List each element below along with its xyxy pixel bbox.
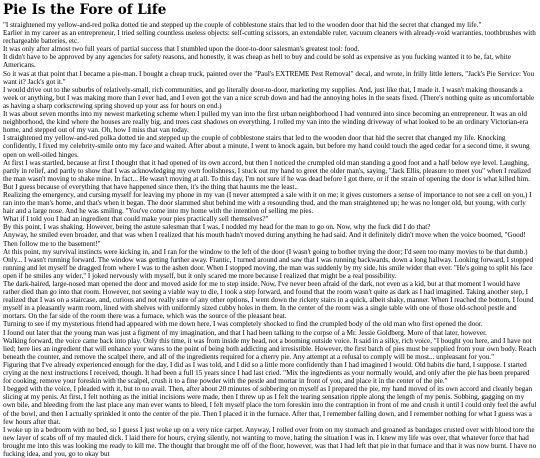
paragraph: So it was at that point that I became a pie-man. I bought a cheap truck, painted over the "Paul's EXTREME Pest Removal" decal, and wrote, in frilly little letters, "Jack's Pie Service: You want it? Jack's got it." xyxy=(3,69,535,86)
paragraph: By this point, I was shaking. However, being the astute salesman that I was, I nodded my head for the man to go on. Now, why the fuck did I do that? xyxy=(3,223,431,232)
paragraph: Walking forward, the voice came back into play. Only this time, it was from inside my head, not a booming outside voice. It said in a silky, rich voice, "I bought you here, and I have not lied; here lies an ingredient that will enhance your wares to the point of being both addicting and irresistible. However, the first batch of pies must be supplied from your own body. Reach beneath the counter, and remove the scalpel there, and all of the ingredients required for a cherry pie. Any attempt at a refusal to comply will be most... unpleasant for you." xyxy=(3,336,537,361)
paragraph: I straightened my yellow-and-red polka dotted tie and stepped up the couple of cobblestone stairs that led to the wooden door that hid the secret that changed my life. Knocking confidently, I fixed my celebrity-smile onto my face and waited. After about a minute, I went to knock again, but before my hand could touch the aged cedar for a second time, it swung open on well-oiled hinges. xyxy=(3,134,530,159)
paragraph: I found out later that the young man was just a figment of my imagination, and that I had been talking to the corpse of a Mr. Jessie Goldberg. More of that later, however. xyxy=(3,328,487,337)
paragraph: Earlier in my career as an entrepreneur, I tried selling countless useless objects: self-cutting scissors, an extendable ruler, vacuum cleaners with already-void warranties, toothbrushes with rechargeable batteries, etc. xyxy=(3,29,536,46)
paragraph: It was about seven months into my newest marketing scheme when I pulled my van into the first urban neighborhood I had ventured into since becoming an entrepreneur. It was an old neighborhood, the kind where the houses are really big, and trees cast shadows on everything. I rolled my van into the winding driveway of what looked to be an ordinary Victorian-era home, and stepped out of my van. Oh, how I miss that van today. xyxy=(3,110,529,135)
paragraph: "I straightened my yellow-and-red polka dotted tie and stepped up the couple of cobblestone stairs that led to the wooden door that hid the secret that changed my life." xyxy=(3,21,482,29)
paragraph: Turning to see if my mysterious friend had appeared with me down here, I was completely shocked to find the crumpled body of the old man who first opened the door. xyxy=(3,320,483,329)
paragraph: At first I was startled, because at first I thought that it had opened of its own accord, but then I noticed the crumpled old man standing a good foot and a half below eye level. Laughing, partly in relief, and partly to show that I was acknowledging my own foolishness, I stuck out my hand to greet the older man's, saying, "Jack Ellis, pleasure to meet you" when I realized the man wasn't moving to shake mine. In fact... He wasn't moving at all. To this day, I'm not sure if he was dead before I got there, or if the strain of opening the door is what killed him. But I guess because of everything that have happened since then, it's the thing that haunts me the least.. xyxy=(3,158,531,191)
paragraph: At this point, my survival instincts were kicking in, and I ran for the window to the left of the door (I wasn't going to bother trying the door; I'd seen too many movies to be that dumb.) Only... I wasn't running forward. The window was getting further away. Frantic, I turned around and saw that I was running backwards, down a long hallway. Looking forward, I stopped running and let myself be dragged from where I was to the ashen door. When I stopped moving, the man was suddenly by my side, his smile wider than ever. "He's going to split his face open if he smiles any wider," I joked nervously with myself, but it only scared me more because I realized that might be a real possibility. xyxy=(3,247,534,280)
story-title: Pie Is the Fore of Life xyxy=(3,2,167,18)
paragraph: It didn't have to be approved by any agencies for safety reasons, and honestly, it was cheap as hell to buy and could be sold as expensive as you fucking wanted it to be, fat, white Americans. xyxy=(3,53,511,70)
paragraph: I begged with the voice, I pleaded with it, but to no avail. Then, after about 20 minutes of sobbering on myself as I prepared the pie, my hand moved of its own accord and cleanly began slicing at my penis. At first, I felt nothing as the initial incisions were made, then I threw up as I felt the tearing sensation ripple along the length of my penis. Sobbing, gagging on my own bile, and bleeding from the last place any man ever wants to bleed, I felt myself place the torn foreskin into the contraption in front of me and crush it until I could only feel the awful of the bowl, and then I actually sprinkled it onto the center of the pie. Then I placed it in the furnace. After that, I remember falling down, and I remember nothing for what I guess was a few hours after that. xyxy=(3,385,537,426)
paragraph: It was only after almost two full years of partial success that I stumbled upon the door-to-door salesman's greatest tool: food. xyxy=(3,45,360,54)
paragraph: I would drive out to the suburbs of relatively-small, rich communities, and go literally door-to-door, marketing my supplies. And, just like that, I made it. I wasn't making thousands a week or anything, but I was making more than I ever had, and I even got the van a nice scrub down and had the annoying holes in the seats fixed. (There's nothing quite as uncomfortable as having a sharp corkscrewing spring shoved up your ass for hours on end.) xyxy=(3,85,535,110)
paragraph: Anyway, he smiled even broader, and that was when I realized that his mouth hadn't moved during anything he had said. And it definitely didn't move when the voice boomed, "Good! Then follow me to the basement!" xyxy=(3,231,526,248)
paragraph: The dark-haired, large-nosed man opened the door and moved aside for me to step inside. Now, I've never been afraid of the dark, not even as a kid, but at that moment I would have rather died than go into that room. However, not seeing a viable way to die, I took a step forward, and found that the room wasn't quite as dark as I had imagined. Taking another step, I realized that I was on a staircase, and, curious and not really sure of any other options, I went down the rickety stairs in a quick, albeit shaky, manner. When I reached the bottom, I found myself in a pleasantly warm room, lined with shelves with uniformly sized cubby holes in them. In the center of the room was a single table with one of those old-school pestle and mortars. On the far side of the room there was a furnace, which was the source of the pleasant heat. xyxy=(3,280,534,321)
paragraph: I woke up in a bedroom with no bed, so I guess I just woke up on a very nice carpet. Anyway, I rolled over from on my stomach and groaned as bandages crusted over with blood tore the new layer of scabs off of my mauled dick. I laid there for hours, crying silently, not wanting to move, hating the situation I was in. I knew my life was over, that whatever force that had brought me into this was looking me ready to kill me. The thought that brought me off of the floor, however, was that I had left that pie in that furnace and that it was now burnt. I have no fucking idea, and you, go to okay but xyxy=(3,425,537,458)
paragraph: What if I told you I had an ingredient that could make your pies practically sell themselves?" xyxy=(3,215,269,224)
paragraph: Realizing the emergency, and cursing myself for leaving my phone in my van (I never attempted a sale with it on me; it gives customers a sense of importance to not see a cell on you,) I ran into the man's home, and that's when it began. The door slammed shut behind me with a resounding thud, and the man straightened up; he was no longer old, but young, with curly hair and a large nose. And he was smiling. "You've come into my home with the intention of selling me pies. xyxy=(3,190,532,216)
story-body xyxy=(3,21,537,458)
paragraph: Figuring that I've already experienced enough for the day, I did as I was told, and I did so a little more confidently than I had imagined I would. Old habits die hard, I suppose. I started crying at the next instructions I received, though. It had been a full 15 years since I had last cried. "Mix the ingredients as your normally would, and only after the pie has been prepared for cooking, remove your foreskin with the scalpel, crush it to a fine powder with the pestle and mortar in front of you, and place it in the center of the pie." xyxy=(3,360,530,386)
